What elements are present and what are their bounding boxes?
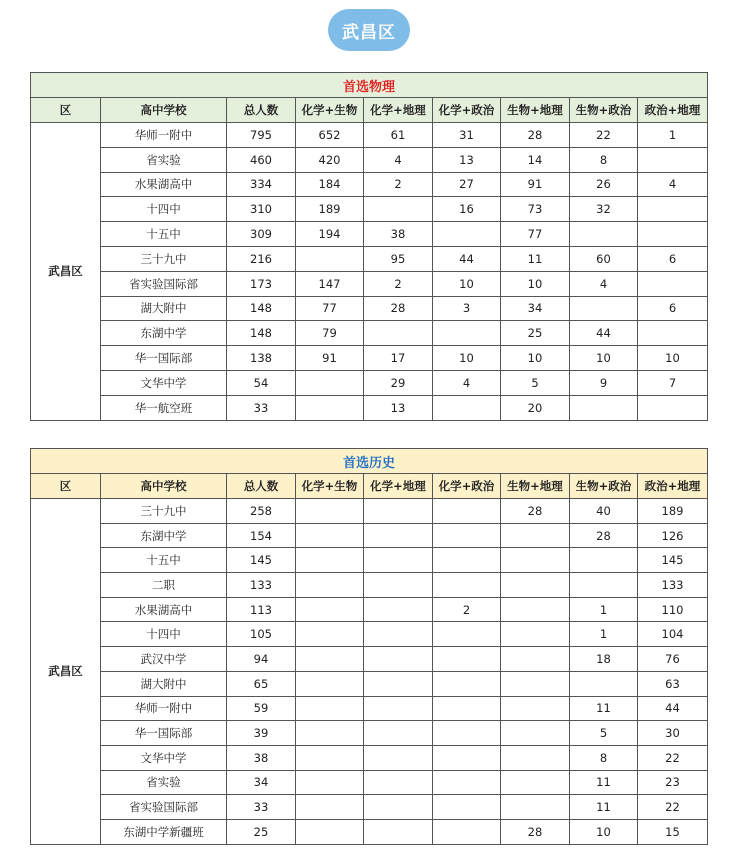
- count-cell: [296, 246, 364, 271]
- table-row: [31, 123, 708, 148]
- table-row: [31, 222, 708, 247]
- count-cell: 10: [433, 271, 501, 296]
- count-cell: 10: [501, 346, 570, 371]
- column-header: 生物+地理: [501, 98, 570, 123]
- count-cell: 28: [501, 499, 570, 524]
- count-cell: [364, 745, 433, 770]
- count-cell: 31: [433, 123, 501, 148]
- count-cell: [296, 395, 364, 420]
- count-cell: [570, 296, 638, 321]
- count-cell: 28: [501, 819, 570, 844]
- count-cell: [364, 597, 433, 622]
- count-cell: 138: [227, 346, 296, 371]
- count-cell: 79: [296, 321, 364, 346]
- table-row: [31, 696, 708, 721]
- count-cell: [638, 395, 708, 420]
- physics-table: [30, 72, 708, 421]
- count-cell: [433, 499, 501, 524]
- count-cell: 11: [570, 770, 638, 795]
- count-cell: 2: [364, 271, 433, 296]
- school-name-cell: 省实验: [101, 147, 227, 172]
- count-cell: 795: [227, 123, 296, 148]
- count-cell: [501, 745, 570, 770]
- count-cell: [296, 370, 364, 395]
- count-cell: [638, 321, 708, 346]
- count-cell: 4: [364, 147, 433, 172]
- count-cell: 65: [227, 671, 296, 696]
- count-cell: 173: [227, 271, 296, 296]
- count-cell: [296, 597, 364, 622]
- count-cell: [433, 395, 501, 420]
- count-cell: [501, 647, 570, 672]
- count-cell: [296, 573, 364, 598]
- column-header: 化学+地理: [364, 474, 433, 499]
- count-cell: 38: [364, 222, 433, 247]
- count-cell: 63: [638, 671, 708, 696]
- school-name-cell: 文华中学: [101, 745, 227, 770]
- count-cell: 4: [433, 370, 501, 395]
- count-cell: [433, 745, 501, 770]
- school-name-cell: 水果湖高中: [101, 172, 227, 197]
- school-name-cell: 十五中: [101, 548, 227, 573]
- count-cell: 10: [433, 346, 501, 371]
- count-cell: [296, 770, 364, 795]
- school-name-cell: 三十九中: [101, 246, 227, 271]
- count-cell: [433, 647, 501, 672]
- count-cell: 44: [433, 246, 501, 271]
- school-name-cell: 文华中学: [101, 370, 227, 395]
- count-cell: [433, 321, 501, 346]
- count-cell: [296, 647, 364, 672]
- count-cell: [296, 819, 364, 844]
- count-cell: 22: [570, 123, 638, 148]
- table-row: [31, 721, 708, 746]
- school-name-cell: 水果湖高中: [101, 597, 227, 622]
- column-header: 化学+政治: [433, 474, 501, 499]
- table-title-row: [31, 73, 708, 98]
- count-cell: 30: [638, 721, 708, 746]
- count-cell: 310: [227, 197, 296, 222]
- count-cell: [501, 523, 570, 548]
- count-cell: 22: [638, 745, 708, 770]
- count-cell: 2: [364, 172, 433, 197]
- column-header: 化学+生物: [296, 98, 364, 123]
- count-cell: 133: [227, 573, 296, 598]
- count-cell: 91: [296, 346, 364, 371]
- column-header: 高中学校: [101, 98, 227, 123]
- count-cell: [501, 795, 570, 820]
- count-cell: 8: [570, 147, 638, 172]
- count-cell: 105: [227, 622, 296, 647]
- count-cell: [296, 696, 364, 721]
- column-header: 化学+地理: [364, 98, 433, 123]
- count-cell: [433, 721, 501, 746]
- district-badge: 武昌区: [328, 9, 410, 51]
- count-cell: 6: [638, 246, 708, 271]
- district-cell: 武昌区: [31, 123, 101, 421]
- count-cell: 258: [227, 499, 296, 524]
- table-row: [31, 647, 708, 672]
- column-header: 生物+政治: [570, 474, 638, 499]
- count-cell: 25: [227, 819, 296, 844]
- count-cell: 44: [570, 321, 638, 346]
- count-cell: [296, 671, 364, 696]
- header-row: [31, 474, 708, 499]
- count-cell: [296, 548, 364, 573]
- count-cell: 148: [227, 321, 296, 346]
- count-cell: 18: [570, 647, 638, 672]
- count-cell: 34: [501, 296, 570, 321]
- school-name-cell: 省实验: [101, 770, 227, 795]
- table-row: [31, 597, 708, 622]
- count-cell: [433, 622, 501, 647]
- count-cell: 8: [570, 745, 638, 770]
- count-cell: 61: [364, 123, 433, 148]
- count-cell: [570, 671, 638, 696]
- count-cell: 148: [227, 296, 296, 321]
- school-name-cell: 省实验国际部: [101, 271, 227, 296]
- count-cell: [364, 647, 433, 672]
- count-cell: 16: [433, 197, 501, 222]
- school-name-cell: 十五中: [101, 222, 227, 247]
- count-cell: [433, 819, 501, 844]
- count-cell: 2: [433, 597, 501, 622]
- count-cell: [296, 721, 364, 746]
- school-name-cell: 华师一附中: [101, 696, 227, 721]
- count-cell: 10: [570, 819, 638, 844]
- count-cell: 76: [638, 647, 708, 672]
- count-cell: 28: [501, 123, 570, 148]
- table-title: 首选历史: [31, 449, 708, 474]
- column-header: 生物+政治: [570, 98, 638, 123]
- count-cell: [570, 548, 638, 573]
- table-row: [31, 296, 708, 321]
- count-cell: 184: [296, 172, 364, 197]
- count-cell: 54: [227, 370, 296, 395]
- count-cell: [638, 147, 708, 172]
- count-cell: [364, 671, 433, 696]
- count-cell: 11: [570, 795, 638, 820]
- count-cell: [364, 696, 433, 721]
- count-cell: 9: [570, 370, 638, 395]
- count-cell: 104: [638, 622, 708, 647]
- column-header: 总人数: [227, 98, 296, 123]
- school-name-cell: 三十九中: [101, 499, 227, 524]
- count-cell: 216: [227, 246, 296, 271]
- count-cell: 652: [296, 123, 364, 148]
- count-cell: 23: [638, 770, 708, 795]
- count-cell: [433, 222, 501, 247]
- count-cell: [433, 548, 501, 573]
- count-cell: 95: [364, 246, 433, 271]
- count-cell: [364, 573, 433, 598]
- school-name-cell: 十四中: [101, 622, 227, 647]
- table-row: [31, 795, 708, 820]
- table-row: [31, 523, 708, 548]
- count-cell: 33: [227, 795, 296, 820]
- table-row: [31, 172, 708, 197]
- school-name-cell: 华一国际部: [101, 346, 227, 371]
- history-table: [30, 448, 708, 845]
- count-cell: [570, 395, 638, 420]
- table-row: [31, 548, 708, 573]
- count-cell: 59: [227, 696, 296, 721]
- table-title-row: [31, 449, 708, 474]
- count-cell: 28: [364, 296, 433, 321]
- count-cell: [501, 548, 570, 573]
- count-cell: 20: [501, 395, 570, 420]
- count-cell: 5: [570, 721, 638, 746]
- school-name-cell: 武汉中学: [101, 647, 227, 672]
- count-cell: 147: [296, 271, 364, 296]
- count-cell: [433, 770, 501, 795]
- table-title: 首选物理: [31, 73, 708, 98]
- count-cell: [364, 523, 433, 548]
- school-name-cell: 东湖中学: [101, 523, 227, 548]
- school-name-cell: 湖大附中: [101, 296, 227, 321]
- count-cell: [364, 795, 433, 820]
- count-cell: [638, 197, 708, 222]
- school-name-cell: 东湖中学: [101, 321, 227, 346]
- count-cell: [364, 770, 433, 795]
- count-cell: 60: [570, 246, 638, 271]
- table-row: [31, 499, 708, 524]
- count-cell: [501, 721, 570, 746]
- table-row: [31, 271, 708, 296]
- count-cell: 334: [227, 172, 296, 197]
- table-row: [31, 321, 708, 346]
- count-cell: 77: [501, 222, 570, 247]
- count-cell: 113: [227, 597, 296, 622]
- count-cell: [433, 795, 501, 820]
- count-cell: 154: [227, 523, 296, 548]
- column-header: 政治+地理: [638, 98, 708, 123]
- table-row: [31, 147, 708, 172]
- count-cell: 10: [501, 271, 570, 296]
- count-cell: 11: [501, 246, 570, 271]
- school-name-cell: 东湖中学新疆班: [101, 819, 227, 844]
- count-cell: 145: [227, 548, 296, 573]
- count-cell: 145: [638, 548, 708, 573]
- column-header: 化学+生物: [296, 474, 364, 499]
- count-cell: 4: [570, 271, 638, 296]
- table-row: [31, 819, 708, 844]
- column-header: 区: [31, 98, 101, 123]
- count-cell: [433, 523, 501, 548]
- count-cell: [364, 548, 433, 573]
- count-cell: [296, 523, 364, 548]
- count-cell: [296, 499, 364, 524]
- count-cell: 25: [501, 321, 570, 346]
- count-cell: [501, 671, 570, 696]
- count-cell: [364, 819, 433, 844]
- count-cell: 29: [364, 370, 433, 395]
- count-cell: 11: [570, 696, 638, 721]
- school-name-cell: 华一航空班: [101, 395, 227, 420]
- count-cell: 33: [227, 395, 296, 420]
- column-header: 生物+地理: [501, 474, 570, 499]
- count-cell: 32: [570, 197, 638, 222]
- column-header: 区: [31, 474, 101, 499]
- count-cell: [501, 597, 570, 622]
- count-cell: [296, 622, 364, 647]
- count-cell: [501, 622, 570, 647]
- count-cell: 94: [227, 647, 296, 672]
- count-cell: 6: [638, 296, 708, 321]
- school-name-cell: 华一国际部: [101, 721, 227, 746]
- count-cell: [638, 271, 708, 296]
- count-cell: [364, 321, 433, 346]
- count-cell: [433, 573, 501, 598]
- count-cell: 38: [227, 745, 296, 770]
- count-cell: [433, 696, 501, 721]
- school-name-cell: 二职: [101, 573, 227, 598]
- count-cell: 189: [638, 499, 708, 524]
- count-cell: 91: [501, 172, 570, 197]
- table-row: [31, 622, 708, 647]
- count-cell: 34: [227, 770, 296, 795]
- school-name-cell: 湖大附中: [101, 671, 227, 696]
- count-cell: 1: [638, 123, 708, 148]
- count-cell: 26: [570, 172, 638, 197]
- count-cell: 77: [296, 296, 364, 321]
- count-cell: 39: [227, 721, 296, 746]
- count-cell: 420: [296, 147, 364, 172]
- column-header: 化学+政治: [433, 98, 501, 123]
- count-cell: [364, 499, 433, 524]
- table-row: [31, 573, 708, 598]
- table-row: [31, 770, 708, 795]
- count-cell: 22: [638, 795, 708, 820]
- count-cell: [638, 222, 708, 247]
- column-header: 政治+地理: [638, 474, 708, 499]
- count-cell: 15: [638, 819, 708, 844]
- count-cell: 1: [570, 622, 638, 647]
- count-cell: [364, 721, 433, 746]
- count-cell: 28: [570, 523, 638, 548]
- count-cell: 189: [296, 197, 364, 222]
- table-row: [31, 246, 708, 271]
- count-cell: 13: [364, 395, 433, 420]
- count-cell: 10: [638, 346, 708, 371]
- table-row: [31, 346, 708, 371]
- column-header: 总人数: [227, 474, 296, 499]
- school-name-cell: 十四中: [101, 197, 227, 222]
- count-cell: 110: [638, 597, 708, 622]
- count-cell: 13: [433, 147, 501, 172]
- header-row: [31, 98, 708, 123]
- count-cell: [501, 696, 570, 721]
- table-row: [31, 370, 708, 395]
- table-row: [31, 197, 708, 222]
- count-cell: [570, 222, 638, 247]
- count-cell: 126: [638, 523, 708, 548]
- column-header: 高中学校: [101, 474, 227, 499]
- count-cell: [433, 671, 501, 696]
- count-cell: [364, 622, 433, 647]
- count-cell: 3: [433, 296, 501, 321]
- table-row: [31, 745, 708, 770]
- count-cell: [501, 573, 570, 598]
- count-cell: 17: [364, 346, 433, 371]
- count-cell: [501, 770, 570, 795]
- count-cell: 1: [570, 597, 638, 622]
- count-cell: 194: [296, 222, 364, 247]
- count-cell: 10: [570, 346, 638, 371]
- count-cell: [296, 795, 364, 820]
- count-cell: 7: [638, 370, 708, 395]
- table-row: [31, 395, 708, 420]
- count-cell: [570, 573, 638, 598]
- count-cell: [296, 745, 364, 770]
- school-name-cell: 省实验国际部: [101, 795, 227, 820]
- count-cell: 27: [433, 172, 501, 197]
- count-cell: 4: [638, 172, 708, 197]
- table-row: [31, 671, 708, 696]
- count-cell: 133: [638, 573, 708, 598]
- count-cell: [364, 197, 433, 222]
- count-cell: 40: [570, 499, 638, 524]
- count-cell: 309: [227, 222, 296, 247]
- district-cell: 武昌区: [31, 499, 101, 845]
- count-cell: 5: [501, 370, 570, 395]
- count-cell: 14: [501, 147, 570, 172]
- count-cell: 73: [501, 197, 570, 222]
- count-cell: 460: [227, 147, 296, 172]
- count-cell: 44: [638, 696, 708, 721]
- school-name-cell: 华师一附中: [101, 123, 227, 148]
